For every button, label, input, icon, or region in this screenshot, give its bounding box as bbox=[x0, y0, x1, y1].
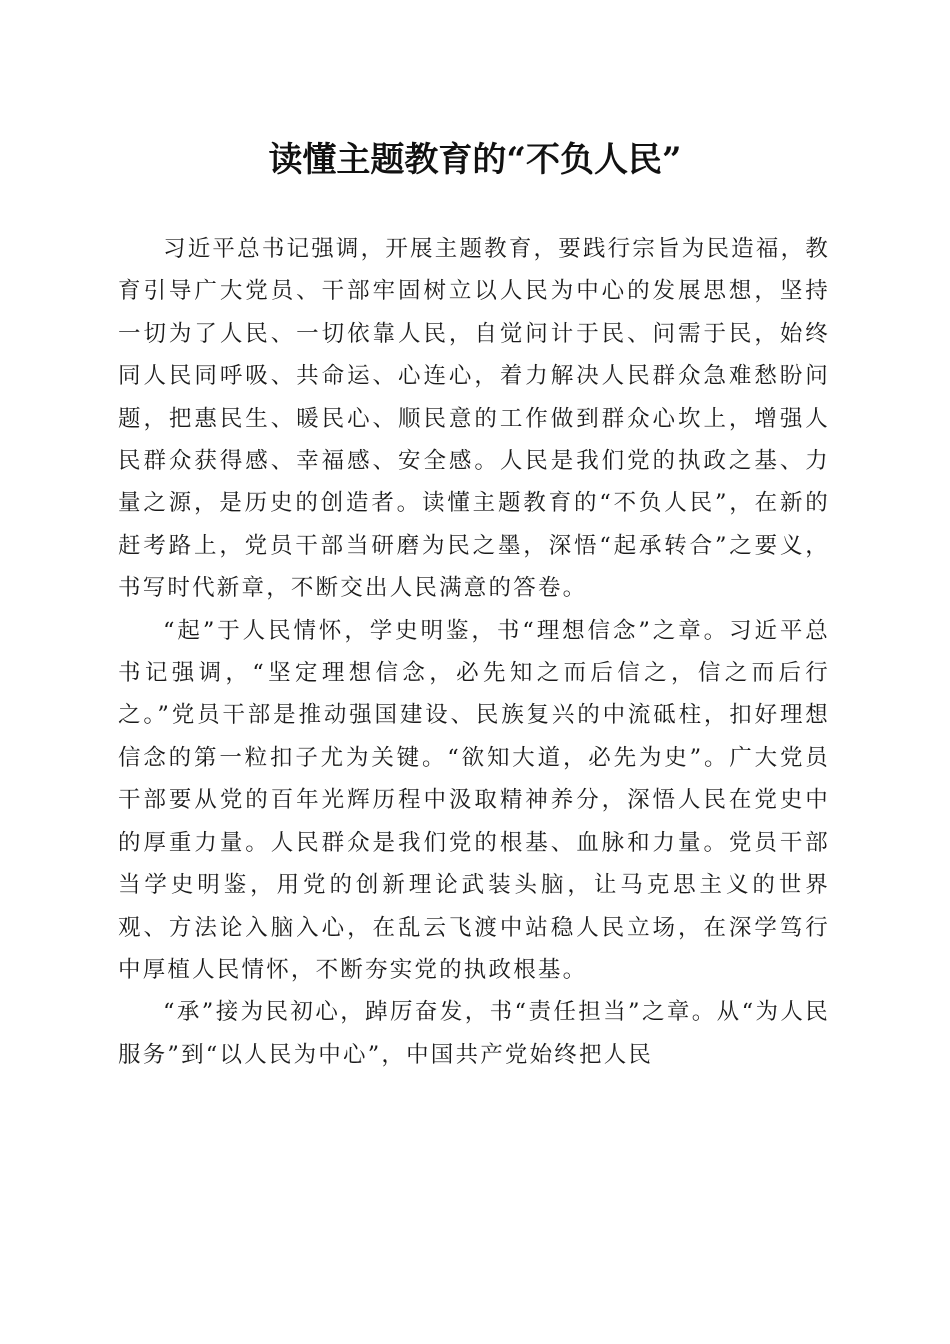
document-title: 读懂主题教育的“不负人民” bbox=[268, 140, 682, 180]
paragraph-qi: “起”于人民情怀，学史明鉴，书“理想信念”之章。习近平总书记强调，“坚定理想信念，必先知之而后信之，信之而后行之。”党员干部是推动强国建设、民族复兴的中流砥柱，扣好理想信念的第一粒扣子尤为关键。“欲知大道，必先为史”。广大党员干部要从党的百年光辉历程中汲取精神养分，深悟人民在党史中的厚重力量。人民群众是我们党的根基、血脉和力量。党员干部当学史明鉴，用党的创新理论武装头脑，让马克思主义的世界观、方法论入脑入心，在乱云飞渡中站稳人民立场，在深学笃行中厚植人民情怀，不断夯实党的执政根基。 bbox=[118, 617, 830, 983]
document-body bbox=[118, 228, 830, 1076]
paragraph-cheng: “承”接为民初心，踔厉奋发，书“责任担当”之章。从“为人民服务”到“以人民为中心”，中国共产党始终把人民 bbox=[118, 999, 830, 1068]
paragraph-intro: 习近平总书记强调，开展主题教育，要践行宗旨为民造福，教育引导广大党员、干部牢固树立以人民为中心的发展思想，坚持一切为了人民、一切依靠人民，自觉问计于民、问需于民，始终同人民同呼吸、共命运、心连心，着力解决人民群众急难愁盼问题，把惠民生、暖民心、顺民意的工作做到群众心坎上，增强人民群众获得感、幸福感、安全感。人民是我们党的执政之基、力量之源，是历史的创造者。读懂主题教育的“不负人民”，在新的赶考路上，党员干部当研磨为民之墨，深悟“起承转合”之要义，书写时代新章，不断交出人民满意的答卷。 bbox=[118, 236, 830, 602]
